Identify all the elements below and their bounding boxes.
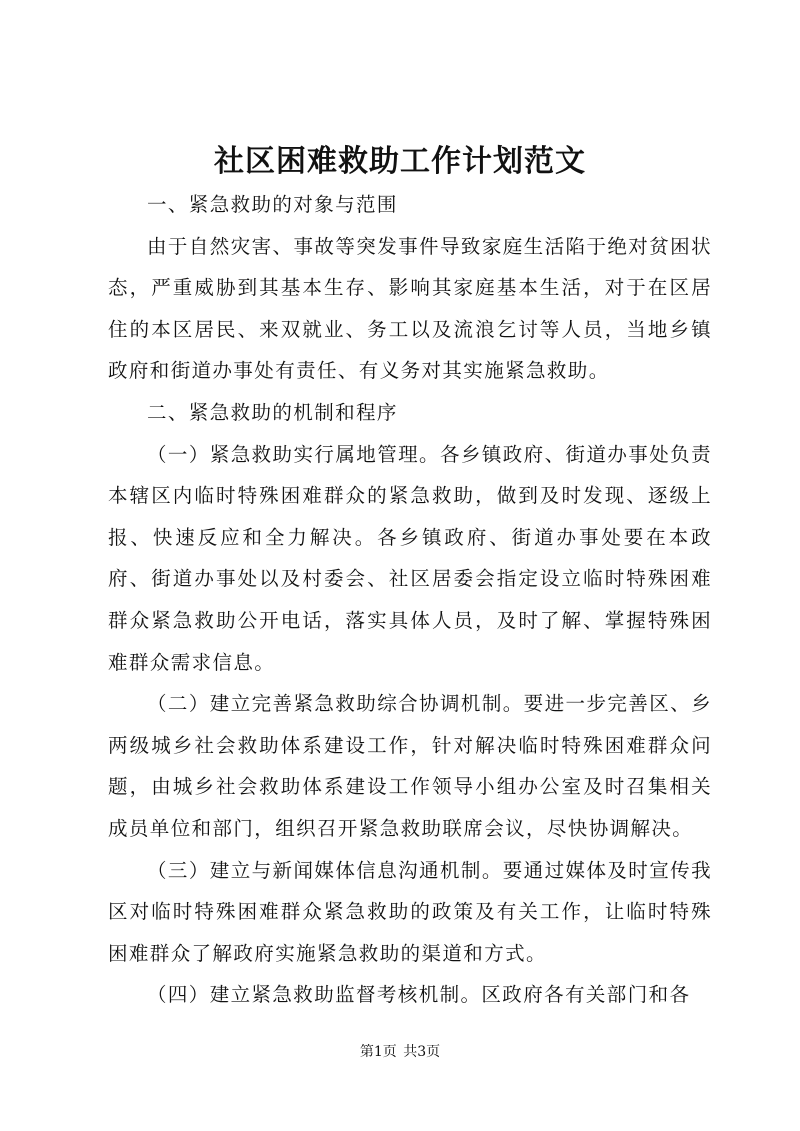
- body-paragraph: （二）建立完善紧急救助综合协调机制。要进一步完善区、乡两级城乡社会救助体系建设工作，针对解决临时特殊困难群众问题，由城乡社会救助体系建设工作领导小组办公室及时召集相关成员单位和部门，组织召开紧急救助联席会议，尽快协调解决。: [108, 692, 712, 840]
- section-heading-2: 二、紧急救助的机制和程序: [147, 400, 398, 424]
- document-title: 社区困难救助工作计划范文: [214, 144, 586, 179]
- page-footer: [0, 1042, 800, 1062]
- body-paragraph: （三）建立与新闻媒体信息沟通机制。要通过媒体及时宣传我区对临时特殊困难群众紧急救助的政策及有关工作，让临时特殊困难群众了解政府实施紧急救助的渠道和方式。: [108, 858, 712, 965]
- document-body: [108, 184, 712, 1016]
- body-paragraph: （一）紧急救助实行属地管理。各乡镇政府、街道办事处负责本辖区内临时特殊困难群众的紧急救助，做到及时发现、逐级上报、快速反应和全力解决。各乡镇政府、街道办事处要在本政府、街道办事处以及村委会、社区居委会指定设立临时特殊困难群众紧急救助公开电话，落实具体人员，及时了解、掌握特殊困难群众需求信息。: [108, 442, 712, 674]
- page-number: 第1页: [359, 1044, 397, 1060]
- body-paragraph: （四）建立紧急救助监督考核机制。区政府各有关部门和各: [147, 983, 691, 1007]
- section-heading-1: 一、紧急救助的对象与范围: [147, 193, 398, 216]
- page-total: 共3页: [403, 1044, 441, 1060]
- body-paragraph: 由于自然灾害、事故等突发事件导致家庭生活陷于绝对贫困状态，严重威胁到其基本生存、影响其家庭基本生活，对于在区居住的本区居民、来双就业、务工以及流浪乞讨等人员，当地乡镇政府和街道办事处有责任、有义务对其实施紧急救助。: [108, 234, 712, 383]
